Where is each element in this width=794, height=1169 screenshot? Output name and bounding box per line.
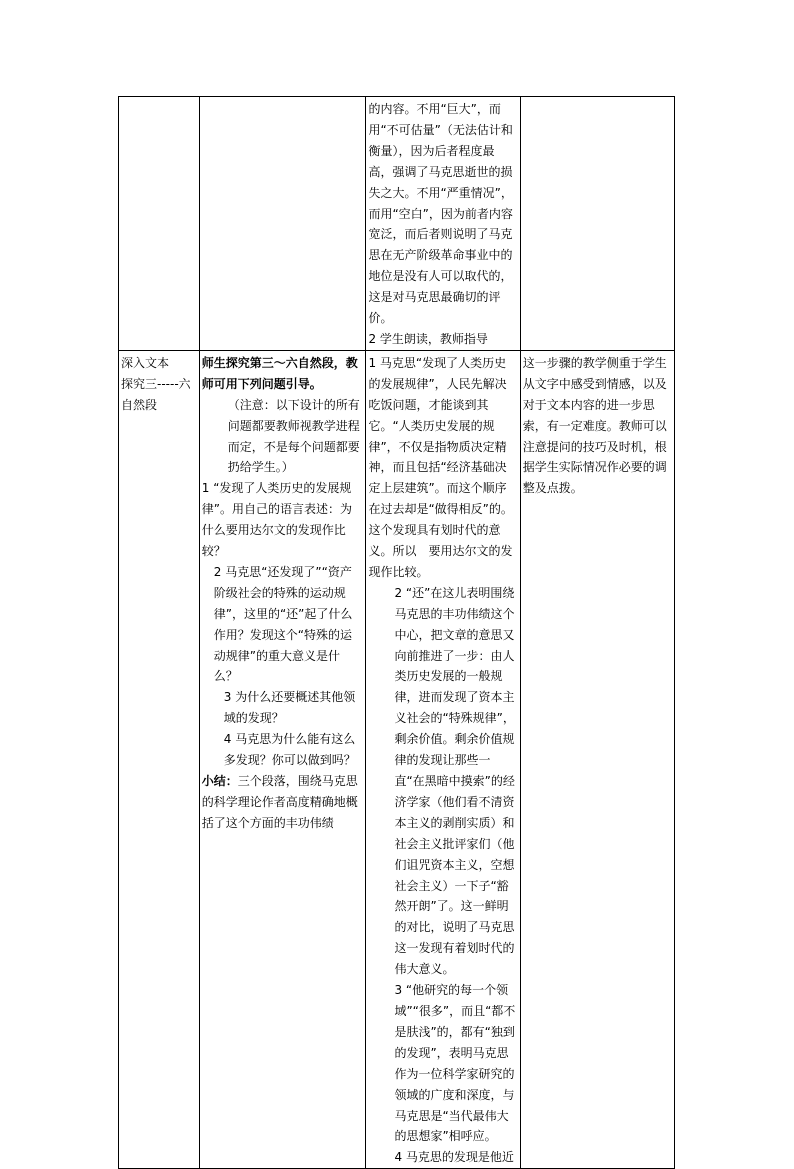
summary-label: 小结：	[201, 774, 238, 788]
teacher-activity-cell	[199, 350, 366, 1168]
note-paragraph: （注意：以下设计的所有问题都要教师视教学进程而定，不是每个问题都要扔给学生。）	[227, 397, 360, 475]
stage-cell	[119, 97, 200, 351]
section-heading: 师生探究第三～六自然段，教师可用下列问题引导。	[201, 355, 358, 391]
table-row	[119, 350, 675, 1168]
answer-item: 3 “他研究的每一个领域”“很多”，而且“都不是肤浅”的，都有“独到的发现”，表明马克思作为一位科学家研究的领域的广度和深度，与马克思是“当代最伟大的思想家”相呼应。	[394, 983, 516, 1144]
paragraph: 的内容。不用“巨大”，而用“不可估量”（无法估计和衡量），因为后者程度最高，强调了马克思逝世的损失之大。不用“严重情况”，而用“空白”，因为前者内容宽泛，而后者则说明了马克思在无产阶级革命事业中的地位是没有人可以取代的，这是对马克思最确切的评价。	[368, 102, 513, 326]
lesson-plan-table	[118, 96, 675, 1169]
question-item: 1 “发现了人类历史的发展规律”。用自己的语言表述：为什么要用达尔文的发现作比较？	[201, 481, 352, 559]
summary-text: 三个段落，围绕马克思的科学理论作者高度精确地概括了这个方面的丰功伟绩	[201, 774, 358, 830]
question-item: 2 马克思“还发现了”“资产阶级社会的特殊的运动规律”，这里的“还”起了什么作用？发现这个“特殊的运动规律”的重大意义是什么？	[213, 564, 353, 684]
summary-paragraph	[202, 771, 364, 834]
table-row	[119, 97, 675, 351]
paragraph: 2 学生朗读，教师指导	[368, 331, 488, 346]
student-activity-cell	[366, 350, 520, 1168]
teacher-activity-cell	[199, 97, 366, 351]
stage-label: 探究三-----六自然段	[121, 376, 191, 412]
stage-label: 深入文本	[121, 355, 170, 370]
answer-item: 1 马克思“发现了人类历史的发展规律”，人民先解决吃饭问题，才能谈到其它。“人类历史发展的规律”，不仅是指物质决定精神，而且包括“经济基础决定上层建筑”。而这个顺序在过去却是“做得相反”的。这个发现具有划时代的意义。所以 要用达尔文的发现作比较。	[368, 355, 513, 579]
student-activity-cell	[366, 97, 520, 351]
question-item: 3 为什么还要概述其他领域的发现？	[223, 690, 356, 726]
stage-cell	[119, 350, 200, 1168]
question-item: 4 马克思为什么能有这么多发现？你可以做到吗？	[223, 732, 356, 768]
design-intent-cell: 这一步骤的教学侧重于学生从文字中感受到情感，以及对于文本内容的进一步思索，有一定难度。教师可以注意提问的技巧及时机，根据学生实际情况作必要的调整及点拨。	[520, 350, 674, 1168]
answer-item: 2 “还”在这儿表明围绕马克思的丰功伟绩这个中心，把文章的意思又向前推进了一步：由人类历史发展的一般规律，进而发现了资本主义社会的“特殊规律”，剩余价值。剩余价值规律的发现让那些一直“在黑暗中摸索”的经济学家（他们看不清资本主义的剥削实质）和社会主义批评家们（他们诅咒资本主义，空想社会主义）一下子“豁然开朗”了。这一鲜明的对比，说明了马克思这一发现有着划时代的伟大意义。	[394, 585, 515, 977]
design-intent-cell	[520, 97, 674, 351]
answer-item: 4 马克思的发现是他近	[394, 1150, 514, 1165]
